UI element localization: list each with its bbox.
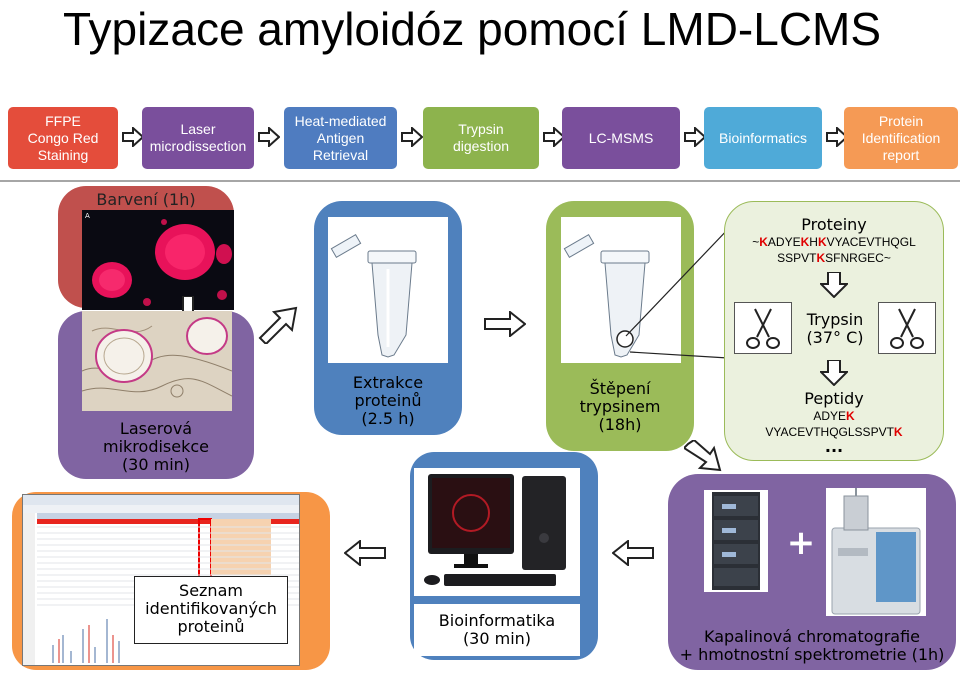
pipeline-arrow-icon (258, 127, 280, 147)
pipeline-step-6 (704, 107, 822, 169)
peptide-seq-1: ADYEK (813, 409, 855, 423)
microdissection-image (82, 311, 232, 411)
pipeline-step-line: Retrieval (312, 146, 369, 163)
lc-instrument-image (704, 490, 768, 592)
computer-icon (414, 468, 580, 596)
tube-icon (328, 217, 448, 363)
pipeline-arrow-icon (401, 127, 423, 147)
protein-seq-1: ~KADYEKHKVYACEVTHQGL (752, 235, 916, 249)
peptide-seq-2: VYACEVTHQGLSSPVTK (765, 425, 903, 439)
computer-panel (414, 468, 580, 596)
pipeline-step-3 (284, 107, 397, 169)
report-label: Seznam identifikovaných proteinů (145, 581, 277, 636)
protein-seq-2: SSPVTKSFNRGEC~ (777, 251, 891, 265)
diagonal-down-arrow-icon (684, 440, 724, 474)
proteins-title: Proteiny (801, 215, 867, 234)
down-arrow-icon (820, 360, 848, 386)
digestion-label: Štěpení trypsinem (18h) (579, 379, 661, 434)
left-arrow-icon (612, 540, 654, 566)
microdissection-label: Laserová mikrodisekce (30 min) (103, 419, 209, 474)
peptides-title: Peptidy (804, 389, 864, 408)
pipeline-step-1 (8, 107, 118, 169)
pipeline-step-line: Bioinformatics (719, 129, 807, 146)
ms-instrument-image (826, 488, 926, 616)
pipeline-step-4 (423, 107, 539, 169)
pipeline-arrow-icon (684, 127, 706, 147)
pipeline-step-line: report (882, 146, 920, 163)
pipeline-step-line: Heat-mediated (294, 112, 387, 129)
right-arrow-icon (484, 311, 526, 337)
pipeline-step-line: Laser (180, 121, 216, 137)
pipeline-step-line: Congo Red (27, 129, 99, 146)
page-title: Typizace amyloidóz pomocí LMD-LCMS (63, 3, 882, 55)
diagonal-arrow-icon (256, 304, 300, 344)
pipeline-arrow-icon (122, 127, 144, 147)
divider (0, 180, 960, 182)
staining-label: Barvení (1h) (96, 190, 196, 209)
pipeline-step-line: Staining (37, 146, 89, 163)
trypsin-label: Trypsin (37° C) (806, 310, 864, 347)
tube-panel (328, 217, 448, 363)
plus-sign: + (786, 523, 816, 563)
svg-text:A: A (85, 212, 90, 220)
pipeline-step-5 (562, 107, 680, 169)
extraction-label: Extrakce proteinů (2.5 h) (352, 373, 424, 428)
pipeline-step-7 (844, 107, 958, 169)
pipeline-step-2 (142, 107, 254, 169)
peptide-more: ... (824, 437, 844, 456)
left-arrow-icon (344, 540, 386, 566)
pipeline-step-line: Trypsin (458, 121, 504, 137)
pipeline-step-line: digestion (452, 138, 510, 154)
congo-red-image (82, 210, 234, 310)
lcms-label: Kapalinová chromatografie + hmotnostní spektrometrie (1h) (679, 627, 945, 664)
pipeline-step-line: FFPE (45, 112, 81, 129)
pipeline-step-line: Antigen (316, 129, 365, 146)
pipeline-step-line: Identification (861, 129, 941, 146)
bioinformatics-label: Bioinformatika (30 min) (438, 611, 556, 648)
down-arrow-icon (820, 272, 848, 298)
pipeline-step-line: Protein (878, 112, 924, 129)
pipeline-step-line: microdissection (149, 138, 247, 154)
pipeline-step-line: LC-MSMS (588, 129, 654, 146)
